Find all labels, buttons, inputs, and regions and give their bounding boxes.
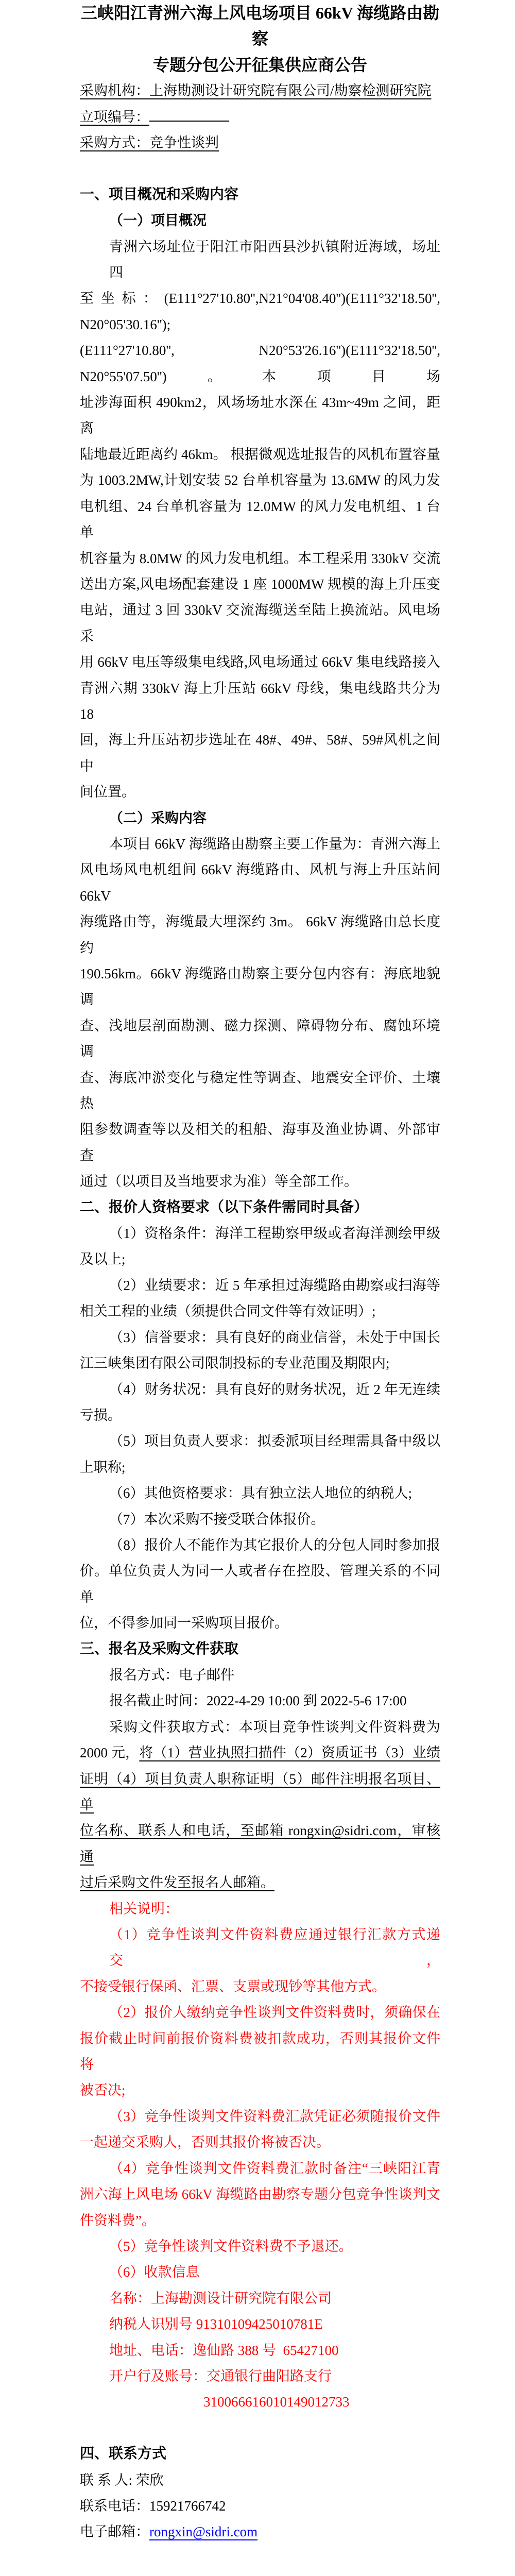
doc-line: 江三峡集团有限公司限制投标的专业范围及期限内; <box>80 1355 390 1371</box>
doc-line: 址涉海面积 490km2，风场场址水深在 43m~49m 之间，距离 <box>80 395 440 436</box>
purchaser-line <box>80 2571 440 2576</box>
doc-line: 相关工程的业绩（须提供合同文件等有效证明）; <box>80 1303 376 1319</box>
doc-line: 过后采购文件发至报名人邮箱。 <box>80 1875 274 1891</box>
doc-line: 回，海上升压站初步选址在 48#、49#、58#、59#风机之间中 <box>80 732 440 774</box>
doc-title-line-2: 专题分包公开征集供应商公告 <box>152 55 367 74</box>
blank-line <box>80 2415 440 2441</box>
subsection-1-2-heading: （二）采购内容 <box>109 810 207 826</box>
doc-line: 机容量为 8.0MW 的风力发电机组。本工程采用 330kV 交流 <box>80 550 440 566</box>
doc-title-line-1: 三峡阳江青洲六海上风电场项目 66kV 海缆路由勘察 <box>80 4 440 48</box>
subsection-1-1-heading: （一）项目概况 <box>109 213 207 229</box>
doc-line: 上职称; <box>80 1459 126 1475</box>
doc-line: （3）信誉要求：具有良好的商业信誉，未处于中国长 <box>109 1329 440 1345</box>
doc-line: （2）报价人缴纳竞争性谈判文件资料费时，须确保在 <box>109 2005 440 2021</box>
doc-line: 件资料费”。 <box>80 2212 156 2228</box>
doc-line: (E111°27'10.80'', N20°53'26.16'')(E111°32'18.50'', N20°55'07.50'')。本项目场 <box>80 343 444 384</box>
section-4-heading: 四、联系方式 <box>80 2446 167 2462</box>
doc-line: 采购文件获取方式：本项目竞争性谈判文件资料费为 <box>109 1719 440 1735</box>
doc-line: 洲六海上风电场 66kV 海缆路由勘察专题分包竞争性谈判文 <box>80 2187 440 2202</box>
doc-line: （1）资格条件：海洋工程勘察甲级或者海洋测绘甲级 <box>109 1226 440 1242</box>
payee-info-heading: （6）收款信息 <box>109 2264 200 2280</box>
doc-line: 查、浅地层剖面勘测、磁力探测、障碍物分布、腐蚀环境调 <box>80 1018 440 1060</box>
doc-line: 位，不得参加同一采购项目报价。 <box>80 1615 288 1631</box>
doc-line: 青洲六场址位于阳江市阳西县沙扒镇附近海域，场址四 <box>109 239 440 281</box>
doc-line: 190.56km。66kV 海缆路由勘察主要分包内容有：海底地貌调 <box>80 966 440 1008</box>
related-notes-heading: 相关说明： <box>109 1901 179 1917</box>
doc-line: 青洲六期 330kV 海上升压站 66kV 母线，集电线路共分为 18 <box>80 680 444 722</box>
doc-line: 用 66kV 电压等级集电线路,风电场通过 66kV 集电线路接入 <box>80 654 440 670</box>
section-2-heading: 二、报价人资格要求（以下条件需同时具备） <box>80 1199 369 1215</box>
procurement-method-line: 采购方式：竞争性谈判 <box>80 135 219 151</box>
doc-line: （6）其他资格要求：具有独立法人地位的纳税人; <box>109 1485 413 1501</box>
doc-line: 证明（4）项目负责人职称证明（5）邮件注明报名项目、单 <box>80 1771 440 1813</box>
payee-name-line: 名称：上海勘测设计研究院有限公司 <box>109 2290 332 2306</box>
doc-line: （1）竞争性谈判文件资料费应通过银行汇款方式递交， <box>109 1927 440 1969</box>
doc-line: （5）竞争性谈判文件资料费不予退还。 <box>109 2238 353 2254</box>
doc-line: 及以上; <box>80 1251 126 1267</box>
doc-line: （5）项目负责人要求：拟委派项目经理需具备中级以 <box>109 1433 440 1449</box>
section-1-heading: 一、项目概况和采购内容 <box>80 186 239 202</box>
bank-account-number-line: 310066616010149012733 <box>203 2394 350 2410</box>
doc-line: 阻参数调查等以及相关的租船、海事及渔业协调、外部审查 <box>80 1122 440 1163</box>
doc-line: 查、海底冲淤变化与稳定性等调查、地震安全评价、土壤热 <box>80 1070 440 1112</box>
doc-line: 为 1003.2MW,计划安装 52 台单机容量为 13.6MW 的风力发 <box>80 472 440 488</box>
doc-line: （8）报价人不能作为其它报价人的分包人同时参加报 <box>109 1537 440 1553</box>
doc-line: 亏损。 <box>80 1407 122 1423</box>
doc-line: （3）竞争性谈判文件资料费汇款凭证必须随报价文件 <box>109 2108 440 2124</box>
project-number-line <box>80 104 440 130</box>
doc-line: 一起递交采购人，否则其报价将被否决。 <box>80 2134 330 2150</box>
doc-line: 位名称、联系人和电话，至邮箱 rongxin@sidri.com，审核通 <box>80 1823 440 1865</box>
doc-line: 电站，通过 3 回 330kV 交流海缆送至陆上换流站。风电场采 <box>80 602 440 644</box>
doc-line: 电机组、24 台单机容量为 12.0MW 的风力发电机组、1 台单 <box>80 498 440 540</box>
doc-line: 至坐标：(E111°27'10.80'',N21°04'08.40'')(E111°32'18.50'', N20°05'30.16''); <box>80 291 444 332</box>
purchasing-agency-line: 采购机构：上海勘测设计研究院有限公司/勘察检测研究院 <box>80 83 432 99</box>
doc-line: （2）业绩要求：近 5 年承担过海缆路由勘察或扫海等 <box>109 1277 440 1293</box>
bank-name-line: 开户行及账号：交通银行曲阳路支行 <box>109 2368 332 2384</box>
doc-line: 陆地最近距离约 46km。 根据微观选址报告的风机布置容量 <box>80 446 440 462</box>
payee-address-phone-line: 地址、电话：逸仙路 388 号 65427100 <box>109 2342 339 2358</box>
taxpayer-id-line: 纳税人识别号 91310109425010781E <box>109 2316 323 2332</box>
contact-phone-line: 联系电话：15921766742 <box>80 2498 226 2514</box>
doc-line: 海缆路由等，海缆最大埋深约 3m。 66kV 海缆路由总长度约 <box>80 914 440 956</box>
doc-line <box>80 1740 440 1766</box>
doc-line: 通过（以项目及当地要求为准）等全部工作。 <box>80 1174 358 1190</box>
doc-line: 被否决; <box>80 2082 126 2098</box>
project-number-blank <box>149 105 229 122</box>
text-segment: 2000 元， <box>80 1745 140 1761</box>
email-label: 电子邮箱： <box>80 2524 149 2540</box>
doc-line: 间位置。 <box>80 784 135 800</box>
project-number-label: 立项编号： <box>80 109 149 125</box>
blank-line <box>80 156 440 181</box>
doc-line: （4）财务状况：具有良好的财务状况，近 2 年无连续 <box>109 1381 440 1397</box>
doc-line: 风电场风电机组间 66kV 海缆路由、风机与海上升压站间 66kV <box>80 862 444 904</box>
doc-line: （7）本次采购不接受联合体报价。 <box>109 1511 325 1527</box>
doc-line: 送出方案,风电场配套建设 1 座 1000MW 规模的海上升压变 <box>80 576 440 592</box>
doc-line: 报价截止时间前报价资料费被扣款成功，否则其报价文件将 <box>80 2030 440 2073</box>
text-segment: 将（1）营业执照扫描件（2）资质证书（3）业绩 <box>139 1745 441 1761</box>
email-link[interactable]: rongxin@sidri.com <box>149 2524 258 2540</box>
registration-deadline-line: 报名截止时间：2022-4-29 10:00 到 2022-5-6 17:00 <box>109 1693 407 1709</box>
contact-person-line: 联 系 人: 荣欣 <box>80 2472 164 2488</box>
doc-line: 不接受银行保函、汇票、支票或现钞等其他方式。 <box>80 1978 386 1994</box>
blank-line <box>80 2545 440 2571</box>
doc-line: 价。单位负责人为同一人或者存在控股、管理关系的不同单 <box>80 1563 440 1605</box>
email-line <box>80 2519 440 2545</box>
doc-line: （4）竞争性谈判文件资料费汇款时备注“三峡阳江青 <box>109 2160 440 2176</box>
doc-line: 本项目 66kV 海缆路由勘察主要工作量为：青洲六海上 <box>109 836 440 852</box>
section-3-heading: 三、报名及采购文件获取 <box>80 1640 239 1657</box>
registration-method-line: 报名方式：电子邮件 <box>109 1667 234 1683</box>
